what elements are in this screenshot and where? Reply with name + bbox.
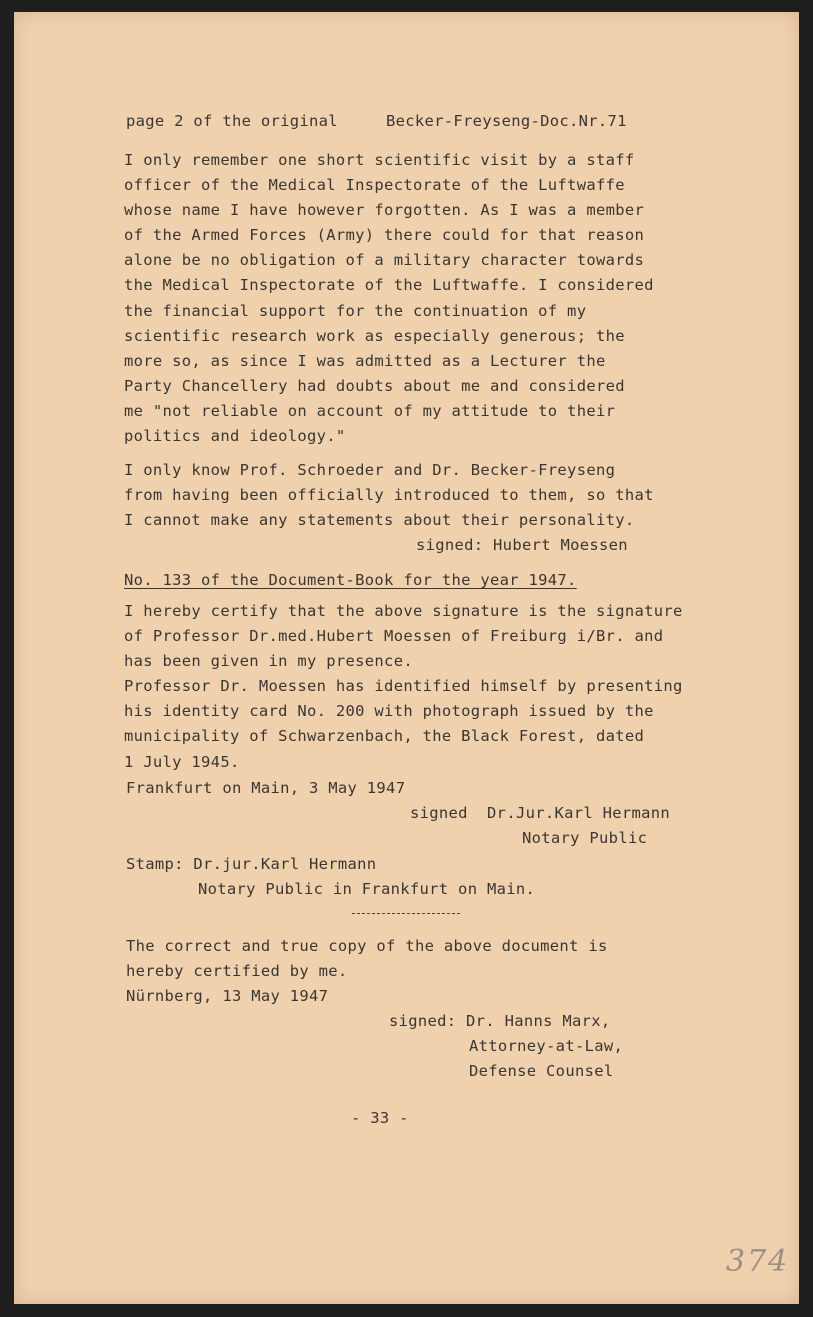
section-divider — [352, 913, 460, 914]
body-paragraph-2: I only know Prof. Schroeder and Dr. Becker-Freyseng from having been officially introduced to them, so that I cannot make any statements about their personality. — [124, 461, 654, 530]
page-number: - 33 - — [351, 1109, 409, 1127]
header-page-reference: page 2 of the original — [126, 112, 338, 130]
body-paragraph-1: I only remember one short scientific visit by a staff officer of the Medical Inspectorate of the Luftwaffe whose name I have however forgotten. As I was a member of the Armed Forces (Army) there could for that reason alone be no obligation of a military character towards the Medical Inspectorate of the Luftwaffe. I considered the financial support for the continuation of my scientific research work as especially generous; the more so, as since I was admitted as a Lecturer the Party Chancellery had doubts about me and considered me "not reliable on account of my attitude to their politics and ideology." — [124, 151, 654, 446]
copy-certification-text: The correct and true copy of the above document is hereby certified by me. — [126, 937, 608, 981]
copy-place-date: Nürnberg, 13 May 1947 — [126, 987, 329, 1005]
handwritten-archive-number: 374 — [726, 1244, 790, 1279]
counsel-title-1: Attorney-at-Law, — [469, 1037, 624, 1055]
stamp-line-1: Stamp: Dr.jur.Karl Hermann — [126, 855, 377, 873]
counsel-signed-line: signed: Dr. Hanns Marx, — [389, 1012, 611, 1030]
notary-signed-line: signed Dr.Jur.Karl Hermann — [410, 804, 671, 822]
notary-certification-text: I hereby certify that the above signature is the signature of Professor Dr.med.Hubert Moessen of Freiburg i/Br. and has been given in my presence. Professor Dr. Moessen has identified himself by presenting his identity card No. 200 with photograph issued by the municipality of Schwarzenbach, the Black Forest, dated 1 July 1945. — [124, 602, 683, 771]
notary-title: Notary Public — [522, 829, 648, 847]
header-document-number: Becker-Freyseng-Doc.Nr.71 — [386, 112, 627, 130]
document-book-line: No. 133 of the Document-Book for the year 1947. — [124, 571, 577, 589]
counsel-title-2: Defense Counsel — [469, 1062, 614, 1080]
document-page — [14, 12, 799, 1304]
stamp-line-2: Notary Public in Frankfurt on Main. — [198, 880, 536, 898]
signature-moessen: signed: Hubert Moessen — [416, 536, 628, 554]
notary-place-date: Frankfurt on Main, 3 May 1947 — [126, 779, 406, 797]
